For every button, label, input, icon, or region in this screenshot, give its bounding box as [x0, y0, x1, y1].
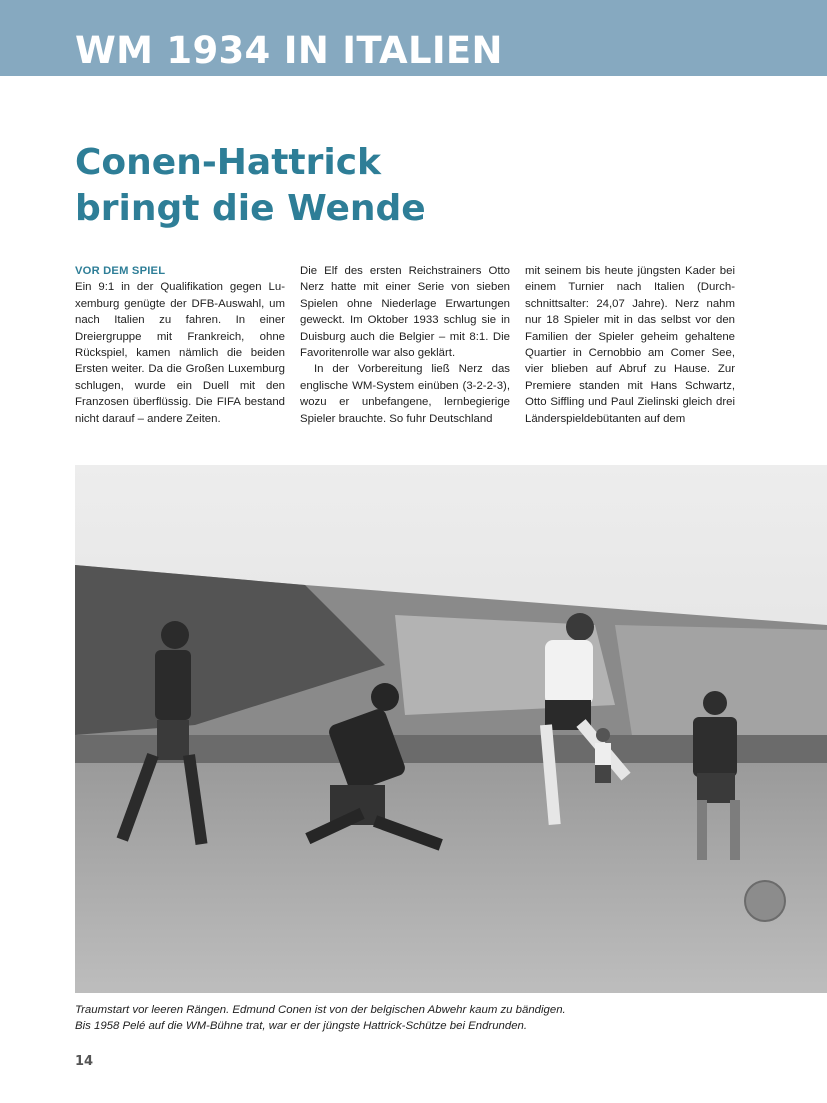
paragraph: mit seinem bis heute jüngsten Kader bei einem Turnier nach Italien (Durchschnittsalter: 24,07 Jahre). Nerz nahm nur 18 Spieler mit in das selbst vor den Familien der Spieler geheim gehaltene Quartier in Cernobbio am Comer See, vier blieben auf Abruf zu Hause. Zur Premiere standen mit Hans Schwartz, Otto Siffling und Paul Zielinski gleich drei Länderspieldebütanten auf dem	[525, 265, 735, 425]
caption-line-2: Bis 1958 Pelé auf die WM-Bühne trat, war er der jüngste Hattrick-Schütze bei Endrunden.	[75, 1020, 528, 1032]
text-column-3	[525, 263, 735, 433]
section-subhead: VOR DEM SPIEL	[75, 265, 166, 277]
caption-line-1: Traumstart vor leeren Rängen. Edmund Conen ist von der belgischen Abwehr kaum zu bändigen.	[75, 1004, 566, 1016]
football-photo	[75, 465, 827, 993]
text-column-1	[75, 263, 285, 433]
player-background	[595, 728, 611, 783]
page-number: 14	[75, 1054, 94, 1069]
ball	[745, 881, 785, 921]
section-banner	[0, 0, 827, 76]
paragraph: Die Elf des ersten Reichstrainers Otto Nerz hatte mit einer Serie von sieben Spielen ohne Niederlage Erwartungen geweckt. Im Oktober 1933 schlug sie in Duisburg auch die Belgier – mit 8:1. Die Favoritenrolle war also geklärt.	[300, 265, 510, 360]
paragraph: In der Vorbereitung ließ Nerz das englische WM-System einüben (3-2-2-3), wozu er unbefangene, lernbegierige Spieler brauchte. So fuhr Deutschland	[300, 363, 510, 425]
paragraph: Ein 9:1 in der Qualifikation gegen Luxemburg genügte der DFB-Auswahl, um nach Italien zu fahren. In einer Dreiergruppe mit Frankreich, ohne Rückspiel, kamen nämlich die beiden Ersten weiter. Da die Großen Luxemburg schlugen, wurde ein Duell mit den Franzosen überflüssig. Die FIFA bestand nicht darauf – andere Zeiten.	[75, 281, 285, 425]
headline-line-2: bringt die Wende	[75, 188, 426, 229]
section-title: WM 1934 IN ITALIEN	[75, 29, 503, 72]
article-headline	[75, 140, 755, 232]
photo-caption	[75, 1002, 755, 1034]
article-body	[75, 263, 735, 433]
football-photo-illustration	[75, 465, 827, 993]
text-column-2	[300, 263, 510, 433]
headline-line-1: Conen-Hattrick	[75, 142, 381, 183]
